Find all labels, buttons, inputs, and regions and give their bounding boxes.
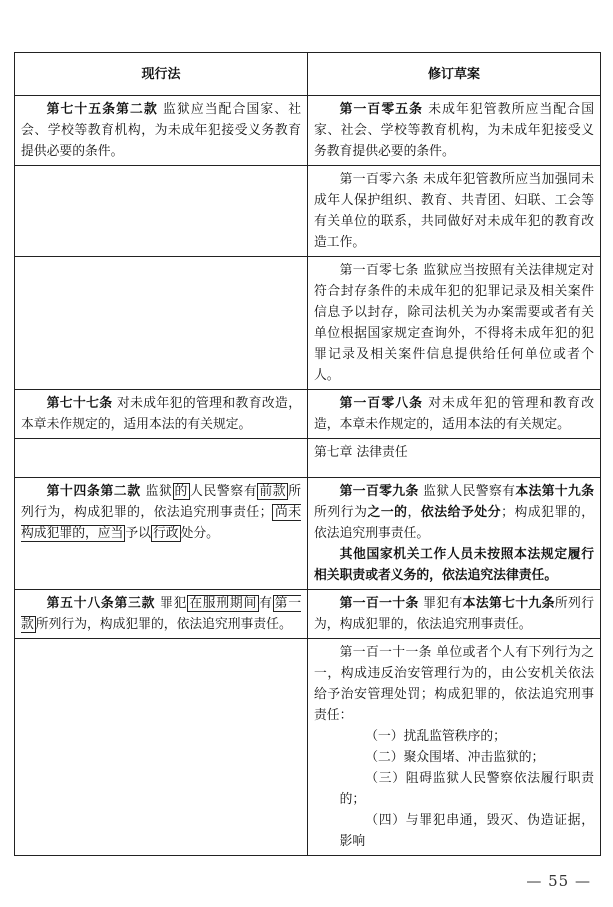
current-law-cell [15,478,308,590]
article-number: 第五十八条第三款 [46,596,156,611]
chapter-heading: 第七章 法律责任 [308,439,601,478]
article-text: 监狱 [145,484,173,499]
list-item: （三）阻碍监狱人民警察依法履行职责的； [339,771,594,807]
current-law-cell [15,257,308,390]
header-revised-draft: 修订草案 [308,53,601,96]
header-current-law: 现行法 [15,53,308,96]
article-text: 有 [259,596,273,611]
current-law-cell [15,590,308,639]
article-text: 罪犯 [160,596,188,611]
page-number: — 55 — [526,872,591,890]
article-text: 监狱应当配合国家、社会、学校等教育机构，为未成年犯接受义务教育提供必要的条件。 [21,102,302,159]
article-text: 所列行为 [314,505,368,520]
current-law-cell [15,390,308,439]
boxed-deleted-text: 在服刑期间 [189,596,258,611]
table-row [15,639,601,856]
article-text: 对未成年犯的管理和教育改造，本章未作规定的，适用本法的有关规定。 [21,396,302,432]
article-number: 第一百零八条 [339,396,424,411]
article-text: 处分。 [180,526,219,541]
article-text: 对未成年犯的管理和教育改造，本章未作规定的，适用本法的有关规定。 [314,396,595,432]
current-law-cell [15,439,308,478]
table-row [15,478,601,590]
revised-draft-cell [308,478,601,590]
article-text: 监狱人民警察有 [423,484,516,499]
article-text: ， [407,505,421,520]
list-item: （二）聚众围堵、冲击监狱的； [365,750,545,765]
article-text: 予以 [125,526,151,541]
current-law-cell [15,639,308,856]
article-number: 第七十五条第二款 [46,102,158,117]
article-text: 罪犯有 [423,596,463,611]
article-text: 未成年犯管教所应当配合国家、社会、学校等教育机构，为未成年犯接受义务教育提供必要的条件。 [314,102,595,159]
bold-added-text: 本法第七十九条 [462,596,555,611]
table-header-row [15,53,601,96]
table-row [15,257,601,390]
revised-draft-cell [308,96,601,166]
article-number: 第七十七条 [46,396,113,411]
article-text: 所列行为，构成犯罪的，依法追究刑事责任； [21,484,302,520]
article-number: 第一百一十一条 [339,645,432,660]
revised-draft-cell [308,639,601,856]
bold-added-text: 依法给予处分 [420,505,502,520]
article-number: 第一百零六条 [339,172,419,187]
table-row [15,590,601,639]
list-item: （四）与罪犯串通，毁灭、伪造证据，影响 [339,813,594,849]
table-row [15,390,601,439]
current-law-cell [15,96,308,166]
table-row [15,166,601,257]
article-text: 所列行为，构成犯罪的，依法追究刑事责任。 [35,617,292,632]
table-row [15,96,601,166]
article-text: 人民警察有 [189,484,258,499]
list-item: （一）扰乱监管秩序的； [365,729,506,744]
article-number: 第一百零七条 [339,263,419,278]
boxed-deleted-text: 第一款 [21,596,302,632]
table-row [15,439,601,478]
revised-draft-cell [308,166,601,257]
article-text: 未成年犯管教所应当加强同未成年人保护组织、教育、共青团、妇联、工会等有关单位的联系，共同做好对未成年犯的教育改造工作。 [314,172,595,250]
article-number: 第十四条第二款 [46,484,141,499]
boxed-deleted-text: 的 [174,484,188,499]
article-paragraph: 其他国家机关工作人员未按照本法规定履行相关职责或者义务的，依法追究法律责任。 [314,547,594,583]
article-number: 第一百一十条 [339,596,419,611]
revised-draft-cell [308,390,601,439]
article-text: 监狱应当按照有关法律规定对符合封存条件的未成年犯的犯罪记录及相关案件信息予以封存，除司法机关为办案需要或者有关单位根据国家规定查询外，不得将未成年犯的犯罪记录及相关案件信息提供给任何单位或者个人。 [314,263,595,383]
article-text: 所列行为，构成犯罪的，依法追究刑事责任。 [314,596,595,632]
article-text: ；构成犯罪的，依法追究刑事责任。 [314,505,595,541]
bold-added-text: 本法第十九条 [515,484,595,499]
article-number: 第一百零九条 [339,484,419,499]
article-number: 第一百零五条 [339,102,424,117]
current-law-cell [15,166,308,257]
article-text: 单位或者个人有下列行为之一，构成违反治安管理行为的，由公安机关依法给予治安管理处罚；构成犯罪的，依法追究刑事责任： [314,645,595,723]
boxed-deleted-text: 行政 [152,526,179,541]
boxed-deleted-text: 尚未构成犯罪的，应当 [21,505,302,541]
boxed-deleted-text: 前款 [259,484,287,499]
revised-draft-cell [308,257,601,390]
bold-added-text: 之一的 [367,505,408,520]
revised-draft-cell [308,590,601,639]
comparison-table [14,52,601,856]
